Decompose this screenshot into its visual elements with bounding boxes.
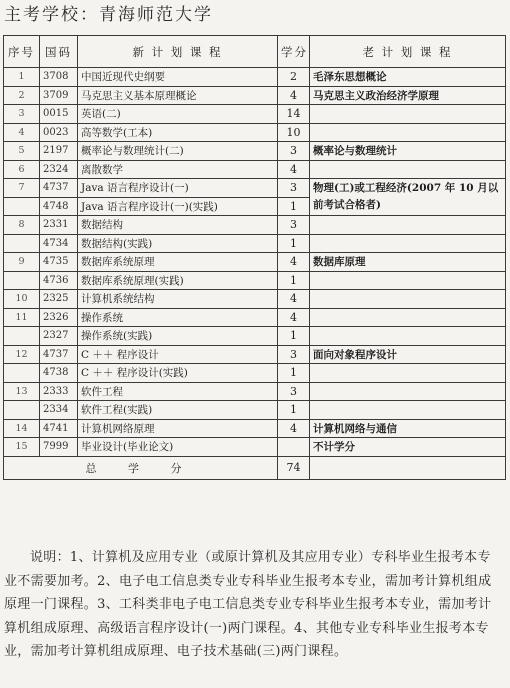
seq-cell: 2	[4, 86, 40, 105]
course-cell: 马克思主义基本原理概论	[78, 86, 278, 105]
table-row	[4, 327, 506, 346]
credit-cell: 1	[278, 197, 310, 216]
code-cell: 2325	[40, 290, 78, 309]
table-row	[4, 86, 506, 105]
code-cell: 4738	[40, 364, 78, 383]
table-row	[4, 438, 506, 457]
table-row	[4, 234, 506, 253]
code-cell: 2333	[40, 382, 78, 401]
code-cell: 4736	[40, 271, 78, 290]
code-cell: 2334	[40, 401, 78, 420]
course-cell: 操作系统(实践)	[78, 327, 278, 346]
seq-cell: 13	[4, 382, 40, 401]
course-cell: 英语(二)	[78, 105, 278, 124]
table-row	[4, 179, 506, 198]
course-cell: 离散数学	[78, 160, 278, 179]
old-course-cell	[310, 290, 506, 309]
credit-cell: 4	[278, 308, 310, 327]
seq-cell: 5	[4, 142, 40, 161]
course-cell: C ＋＋ 程序设计(实践)	[78, 364, 278, 383]
old-course-cell: 马克思主义政治经济学原理	[310, 86, 506, 105]
course-plan-table	[3, 35, 506, 480]
seq-cell	[4, 401, 40, 420]
old-course-cell: 物理(工)或工程经济(2007 年 10 月以前考试合格者)	[310, 179, 506, 216]
code-cell: 4741	[40, 419, 78, 438]
old-course-cell	[310, 401, 506, 420]
old-course-cell	[310, 308, 506, 327]
credit-cell: 1	[278, 271, 310, 290]
course-cell: 中国近现代史纲要	[78, 68, 278, 87]
code-cell: 3709	[40, 86, 78, 105]
credit-cell: 3	[278, 179, 310, 198]
credit-cell: 4	[278, 86, 310, 105]
table-row	[4, 160, 506, 179]
seq-cell	[4, 364, 40, 383]
course-cell: 数据库系统原理(实践)	[78, 271, 278, 290]
seq-cell: 4	[4, 123, 40, 142]
credit-cell: 4	[278, 253, 310, 272]
code-cell: 0023	[40, 123, 78, 142]
code-cell: 3708	[40, 68, 78, 87]
credit-cell: 4	[278, 160, 310, 179]
old-course-cell	[310, 105, 506, 124]
course-cell: 数据结构	[78, 216, 278, 235]
code-cell: 4735	[40, 253, 78, 272]
course-cell: 概率论与数理统计(二)	[78, 142, 278, 161]
old-course-cell	[310, 234, 506, 253]
credit-cell: 4	[278, 290, 310, 309]
code-cell: 2327	[40, 327, 78, 346]
seq-cell	[4, 327, 40, 346]
header-new-course: 新 计 划 课 程	[78, 36, 278, 68]
seq-cell	[4, 197, 40, 216]
seq-cell: 12	[4, 345, 40, 364]
credit-cell: 14	[278, 105, 310, 124]
code-cell: 4734	[40, 234, 78, 253]
seq-cell: 1	[4, 68, 40, 87]
old-course-cell: 数据库原理	[310, 253, 506, 272]
school-title: 主考学校：青海师范大学	[4, 5, 213, 25]
course-cell: 毕业设计(毕业论文)	[78, 438, 278, 457]
seq-cell: 3	[4, 105, 40, 124]
credit-cell: 1	[278, 234, 310, 253]
total-label: 总 学 分	[4, 456, 278, 479]
table-row	[4, 253, 506, 272]
notes-text: 说明：1、计算机及应用专业（或原计算机及其应用专业）专科毕业生报考本专业不需要加考。2、电子电工信息类专业专科毕业生报考本专业，需加考计算机组成原理一门课程。3、工科类非电子电工信息类专业专科毕业生报考本专业，需加考计算机组成原理、高级语言程序设计(一)两门课程。4、其他专业专科毕业生报考本专业，需加考计算机组成原理、电子技术基础(三)两门课程。	[4, 550, 492, 659]
total-row	[4, 456, 506, 479]
credit-cell: 3	[278, 216, 310, 235]
total-credit: 74	[278, 456, 310, 479]
header-credit: 学分	[278, 36, 310, 68]
course-cell: Java 语言程序设计(一)	[78, 179, 278, 198]
table-header-row	[4, 36, 506, 68]
code-cell: 2331	[40, 216, 78, 235]
credit-cell: 2	[278, 68, 310, 87]
course-cell: 软件工程(实践)	[78, 401, 278, 420]
old-course-cell	[310, 364, 506, 383]
old-course-cell	[310, 271, 506, 290]
code-cell: 7999	[40, 438, 78, 457]
course-cell: 操作系统	[78, 308, 278, 327]
seq-cell: 8	[4, 216, 40, 235]
seq-cell: 7	[4, 179, 40, 198]
seq-cell: 14	[4, 419, 40, 438]
table-row	[4, 68, 506, 87]
table-row	[4, 364, 506, 383]
course-cell: Java 语言程序设计(一)(实践)	[78, 197, 278, 216]
seq-cell: 11	[4, 308, 40, 327]
credit-cell: 1	[278, 401, 310, 420]
course-cell: 数据库系统原理	[78, 253, 278, 272]
old-course-cell	[310, 123, 506, 142]
credit-cell: 1	[278, 364, 310, 383]
header-seq: 序号	[4, 36, 40, 68]
notes-paragraph	[4, 546, 504, 664]
code-cell: 2326	[40, 308, 78, 327]
course-cell: 计算机网络原理	[78, 419, 278, 438]
old-course-cell	[310, 160, 506, 179]
old-course-cell: 毛泽东思想概论	[310, 68, 506, 87]
seq-cell	[4, 234, 40, 253]
course-cell: 数据结构(实践)	[78, 234, 278, 253]
credit-cell: 10	[278, 123, 310, 142]
course-cell: C ＋＋ 程序设计	[78, 345, 278, 364]
total-old-empty	[310, 456, 506, 479]
credit-cell: 3	[278, 142, 310, 161]
seq-cell: 15	[4, 438, 40, 457]
code-cell: 2197	[40, 142, 78, 161]
credit-cell: 3	[278, 382, 310, 401]
header-old-course: 老 计 划 课 程	[310, 36, 506, 68]
header-code: 国码	[40, 36, 78, 68]
credit-cell: 1	[278, 327, 310, 346]
old-course-cell	[310, 216, 506, 235]
code-cell: 4737	[40, 179, 78, 198]
table-row	[4, 382, 506, 401]
code-cell: 4748	[40, 197, 78, 216]
old-course-cell	[310, 382, 506, 401]
seq-cell: 6	[4, 160, 40, 179]
old-course-cell	[310, 327, 506, 346]
course-cell: 软件工程	[78, 382, 278, 401]
table-row	[4, 271, 506, 290]
old-course-cell: 计算机网络与通信	[310, 419, 506, 438]
old-course-cell: 不计学分	[310, 438, 506, 457]
table-row	[4, 345, 506, 364]
table-row	[4, 216, 506, 235]
table-row	[4, 105, 506, 124]
code-cell: 2324	[40, 160, 78, 179]
table-row	[4, 308, 506, 327]
course-cell: 高等数学(工本)	[78, 123, 278, 142]
table-row	[4, 290, 506, 309]
credit-cell	[278, 438, 310, 457]
old-course-cell: 概率论与数理统计	[310, 142, 506, 161]
table-row	[4, 123, 506, 142]
credit-cell: 4	[278, 419, 310, 438]
credit-cell: 3	[278, 345, 310, 364]
old-course-cell: 面向对象程序设计	[310, 345, 506, 364]
seq-cell: 10	[4, 290, 40, 309]
code-cell: 4737	[40, 345, 78, 364]
seq-cell	[4, 271, 40, 290]
table-row	[4, 401, 506, 420]
code-cell: 0015	[40, 105, 78, 124]
seq-cell: 9	[4, 253, 40, 272]
course-cell: 计算机系统结构	[78, 290, 278, 309]
table-row	[4, 142, 506, 161]
table-row	[4, 419, 506, 438]
